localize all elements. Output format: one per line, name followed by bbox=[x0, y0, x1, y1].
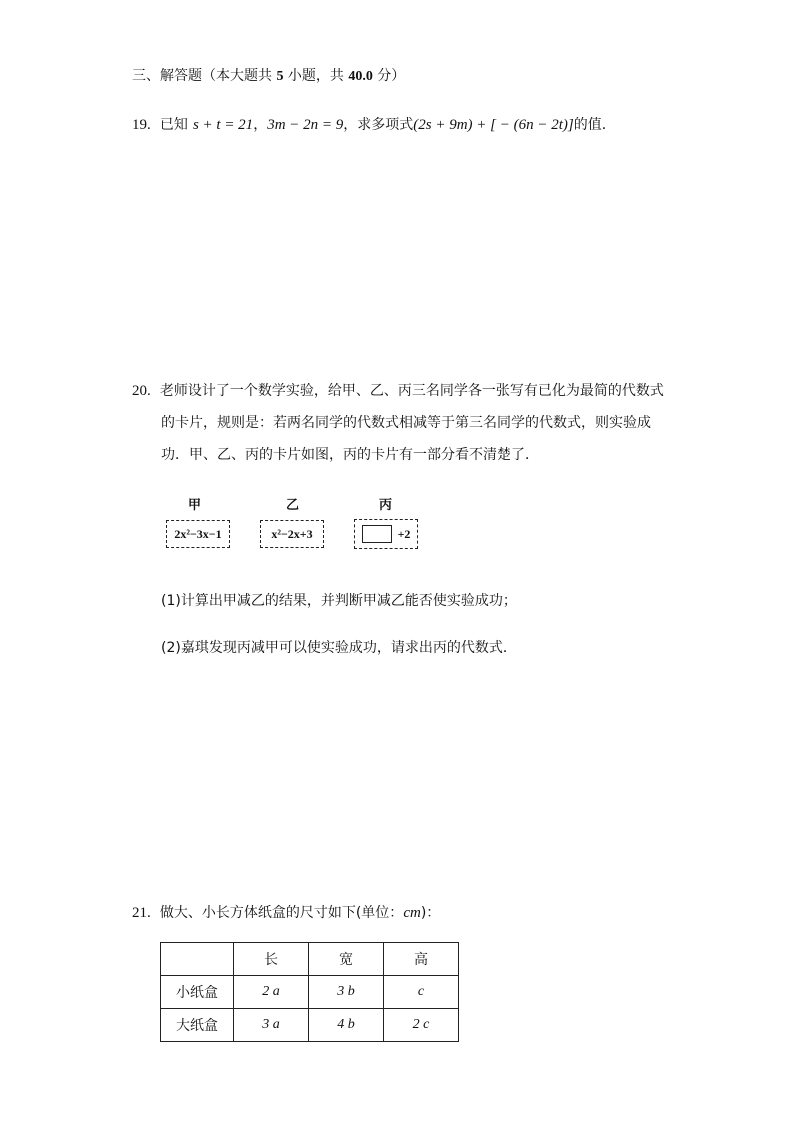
question-20-number: 20. bbox=[132, 383, 151, 399]
section-total-score: 40.0 bbox=[348, 69, 373, 84]
question-20-text-line2: 的卡片，规则是：若两名同学的代数式相减等于第三名同学的代数式，则实验成 bbox=[161, 415, 651, 431]
card-bing bbox=[354, 519, 418, 549]
question-21-text-end: )： bbox=[420, 905, 441, 921]
question-19-tail: 的值． bbox=[573, 117, 616, 133]
section-title-prefix: 三、解答题（本大题共 bbox=[132, 68, 277, 84]
section-question-count: 5 bbox=[276, 69, 284, 84]
section-title-mid: 小题，共 bbox=[283, 68, 349, 84]
table-row-label: 大纸盒 bbox=[161, 1009, 234, 1042]
question-21-unit: cm bbox=[403, 905, 421, 921]
card-jia-expr: 2x²−3x−1 bbox=[174, 526, 222, 541]
question-19 bbox=[132, 114, 616, 134]
table-header-cell: 高 bbox=[384, 943, 459, 976]
table-cell: 2 c bbox=[384, 1009, 459, 1042]
table-header-cell bbox=[161, 943, 234, 976]
table-header-cell: 长 bbox=[234, 943, 309, 976]
table-header-row bbox=[161, 943, 459, 976]
table-header-cell: 宽 bbox=[309, 943, 384, 976]
question-19-expr2: 3m − 2n = 9 bbox=[267, 117, 344, 133]
question-21-number: 21. bbox=[132, 905, 151, 921]
card-jia bbox=[166, 520, 230, 548]
dimension-table bbox=[160, 942, 459, 1042]
question-21-text: 做大、小长方体纸盒的尺寸如下(单位： bbox=[159, 905, 404, 921]
section-heading bbox=[132, 65, 405, 85]
question-21 bbox=[132, 902, 440, 922]
card-label-jia: 甲 bbox=[188, 498, 202, 513]
card-label-yi: 乙 bbox=[286, 498, 300, 513]
question-19-lead: 已知 bbox=[159, 117, 188, 133]
table-row bbox=[161, 1009, 459, 1042]
card-bing-expr: +2 bbox=[397, 526, 411, 541]
question-19-number: 19. bbox=[132, 117, 151, 133]
card-yi bbox=[260, 520, 324, 548]
question-19-expr3: (2s + 9m) + [ − (6n − 2t)] bbox=[413, 117, 574, 133]
question-19-ask: ，求多项式 bbox=[343, 117, 414, 133]
question-20-line1 bbox=[132, 380, 664, 400]
obscured-box bbox=[362, 525, 392, 543]
table-cell: 3 a bbox=[234, 1009, 309, 1042]
table-row bbox=[161, 976, 459, 1009]
table-cell: 3 b bbox=[309, 976, 384, 1009]
question-20-text-line1: 老师设计了一个数学实验，给甲、乙、丙三名同学各一张写有已化为最简的代数式 bbox=[159, 383, 664, 399]
question-19-expr1: s + t = 21 bbox=[192, 117, 254, 133]
table-row-label: 小纸盒 bbox=[161, 976, 234, 1009]
card-label-bing: 丙 bbox=[379, 498, 393, 513]
question-20-text-line3: 功．甲、乙、丙的卡片如图，丙的卡片有一部分看不清楚了． bbox=[161, 447, 539, 463]
table-cell: 2 a bbox=[234, 976, 309, 1009]
question-19-sep: ， bbox=[253, 117, 268, 133]
table-cell: c bbox=[384, 976, 459, 1009]
card-yi-expr: x²−2x+3 bbox=[271, 526, 313, 541]
table-cell: 4 b bbox=[309, 1009, 384, 1042]
section-title-suffix: 分） bbox=[372, 68, 406, 84]
question-20-part1: (1)计算出甲减乙的结果，并判断甲减乙能否使实验成功； bbox=[161, 593, 517, 609]
question-20-part2: (2)嘉琪发现丙减甲可以使实验成功，请求出丙的代数式． bbox=[161, 640, 517, 656]
